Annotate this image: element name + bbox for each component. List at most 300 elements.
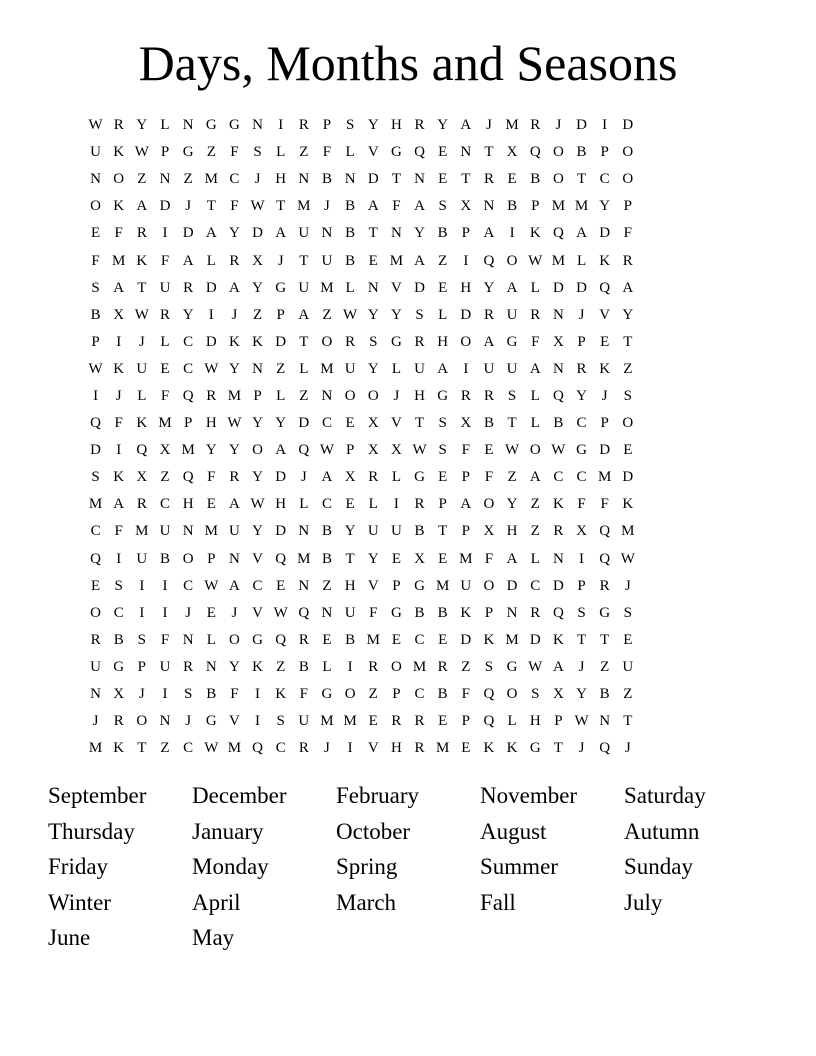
grid-letter: J (324, 740, 330, 757)
grid-row (84, 708, 732, 735)
grid-row (84, 600, 732, 627)
grid-letter: U (136, 360, 148, 377)
grid-letter: N (414, 171, 425, 188)
grid-row (84, 139, 732, 166)
grid-letter: D (159, 198, 171, 215)
grid-letter: N (367, 279, 379, 296)
grid-letter: O (228, 631, 240, 648)
grid-letter: N (552, 550, 564, 567)
grid-letter: Q (90, 415, 101, 432)
grid-letter: F (230, 144, 239, 161)
grid-letter: F (114, 415, 123, 432)
grid-letter: L (137, 387, 147, 404)
grid-letter: X (506, 144, 518, 161)
grid-letter: Y (228, 658, 240, 675)
grid-letter: Q (275, 550, 287, 567)
grid-letter: R (298, 117, 309, 134)
grid-letter: L (276, 387, 286, 404)
grid-letter: F (484, 550, 494, 567)
grid-letter: A (460, 117, 472, 134)
grid-letter: M (597, 469, 612, 486)
grid-letter: L (345, 144, 355, 161)
grid-letter: N (321, 604, 333, 621)
grid-letter: G (321, 686, 333, 703)
grid-letter: Q (599, 550, 611, 567)
grid-letter: U (298, 225, 310, 242)
grid-letter: A (483, 333, 495, 350)
grid-letter: D (552, 577, 564, 594)
grid-letter: J (624, 577, 631, 594)
grid-letter: R (183, 279, 194, 296)
grid-letter: D (599, 442, 611, 459)
grid-letter: K (228, 333, 240, 350)
grid-letter: J (185, 713, 192, 730)
grid-letter: I (139, 577, 145, 594)
grid-letter: Z (322, 306, 332, 323)
grid-letter: C (90, 523, 101, 540)
grid-letter: M (227, 387, 242, 404)
grid-letter: N (298, 523, 310, 540)
grid-letter: T (507, 415, 517, 432)
grid-letter: L (438, 306, 448, 323)
grid-letter: I (116, 333, 122, 350)
grid-letter: B (599, 686, 610, 703)
grid-letter: J (231, 604, 238, 621)
grid-letter: Y (483, 279, 495, 296)
grid-letter: L (206, 252, 216, 269)
grid-letter: Z (530, 523, 540, 540)
grid-letter: Z (623, 686, 633, 703)
grid-letter: N (321, 387, 333, 404)
grid-letter: Y (576, 387, 587, 404)
grid-letter: R (90, 631, 101, 648)
grid-letter: V (599, 306, 611, 323)
grid-letter: T (461, 171, 471, 188)
grid-letter: Z (507, 469, 517, 486)
grid-letter: E (438, 469, 448, 486)
grid-letter: T (484, 144, 494, 161)
word-list-item: November (480, 783, 578, 808)
word-list-item: Fall (480, 889, 516, 915)
grid-letter: P (554, 713, 563, 730)
grid-letter: A (529, 469, 541, 486)
grid-letter: B (321, 171, 332, 188)
grid-row (84, 627, 732, 654)
grid-letter: C (599, 171, 610, 188)
grid-letter: D (576, 117, 587, 134)
grid-letter: N (506, 604, 518, 621)
grid-letter: Z (299, 387, 309, 404)
grid-letter: P (207, 550, 216, 567)
grid-letter: N (159, 713, 171, 730)
grid-letter: F (230, 686, 239, 703)
grid-letter: D (205, 333, 217, 350)
grid-letter: M (297, 550, 311, 567)
grid-letter: Y (252, 469, 263, 486)
grid-letter: C (321, 415, 332, 432)
grid-letter: Z (368, 686, 378, 703)
grid-letter: B (437, 604, 448, 621)
grid-letter: C (183, 577, 194, 594)
grid-letter: A (622, 279, 634, 296)
grid-letter: E (90, 577, 101, 594)
grid-letter: D (275, 333, 287, 350)
grid-letter: L (530, 279, 540, 296)
grid-letter: V (390, 415, 402, 432)
grid-letter: C (576, 415, 587, 432)
grid-letter: M (621, 523, 635, 540)
grid-letter: R (298, 631, 309, 648)
word-list-item: March (336, 889, 397, 915)
grid-letter: M (88, 496, 103, 513)
grid-letter: U (344, 360, 356, 377)
grid-letter: G (252, 631, 263, 648)
grid-letter: M (551, 198, 566, 215)
grid-letter: B (113, 631, 124, 648)
grid-row (84, 410, 732, 437)
grid-letter: K (136, 252, 148, 269)
grid-letter: O (90, 604, 101, 621)
grid-letter: K (252, 333, 263, 350)
grid-letter: O (252, 442, 263, 459)
grid-letter: B (345, 225, 356, 242)
grid-letter: N (252, 117, 263, 134)
grid-letter: I (255, 713, 261, 730)
grid-letter: A (414, 252, 425, 269)
grid-letter: N (228, 550, 240, 567)
grid-letter: I (347, 658, 353, 675)
grid-letter: Y (344, 523, 356, 540)
grid-letter: W (574, 713, 589, 730)
grid-letter: W (250, 198, 265, 215)
grid-letter: N (182, 117, 194, 134)
grid-letter: S (623, 604, 632, 621)
grid-letter: K (599, 360, 611, 377)
grid-letter: N (390, 225, 402, 242)
grid-letter: M (366, 631, 380, 648)
grid-letter: C (159, 496, 170, 513)
grid-letter: E (206, 496, 216, 513)
grid-letter: J (324, 198, 330, 215)
grid-letter: J (115, 387, 122, 404)
word-list-item: Spring (336, 854, 398, 879)
grid-letter: O (529, 442, 541, 459)
grid-letter: S (114, 577, 123, 594)
grid-letter: N (90, 171, 101, 188)
word-list-item: January (192, 818, 264, 844)
grid-letter: S (415, 306, 424, 323)
grid-letter: Y (252, 415, 263, 432)
grid-letter: W (204, 740, 219, 757)
grid-letter: T (438, 523, 448, 540)
grid-letter: D (205, 279, 217, 296)
word-list-item: July (624, 889, 663, 915)
grid-letter: R (183, 658, 194, 675)
grid-letter: Q (552, 604, 564, 621)
word-list-item: Summer (480, 854, 558, 879)
grid-letter: U (159, 658, 171, 675)
grid-letter: W (88, 360, 103, 377)
grid-letter: P (322, 117, 332, 134)
grid-letter: M (181, 442, 195, 459)
grid-letter: T (345, 550, 355, 567)
grid-letter: F (623, 225, 632, 242)
grid-letter: Y (367, 550, 379, 567)
grid-letter: N (182, 631, 194, 648)
grid-letter: U (298, 279, 310, 296)
grid-letter: X (136, 469, 148, 486)
word-list-item: September (48, 783, 147, 808)
grid-letter: I (208, 306, 214, 323)
grid-letter: R (530, 117, 541, 134)
grid-letter: Q (90, 550, 101, 567)
grid-letter: Y (506, 496, 518, 513)
grid-letter: U (390, 523, 402, 540)
grid-letter: J (624, 740, 631, 757)
grid-letter: O (182, 550, 194, 567)
grid-letter: C (252, 577, 263, 594)
grid-letter: Z (299, 144, 309, 161)
grid-letter: U (159, 279, 171, 296)
word-list (48, 780, 768, 958)
grid-letter: K (113, 740, 125, 757)
grid-letter: J (138, 686, 145, 703)
grid-letter: Y (390, 306, 402, 323)
grid-row (84, 193, 732, 220)
grid-letter: Y (599, 198, 611, 215)
grid-row (84, 573, 732, 600)
grid-letter: A (506, 550, 518, 567)
grid-letter: B (414, 604, 425, 621)
grid-letter: J (277, 252, 284, 269)
grid-letter: K (622, 496, 634, 513)
grid-letter: B (530, 171, 541, 188)
grid-letter: G (228, 117, 240, 134)
grid-letter: X (414, 550, 425, 567)
grid-letter: F (369, 604, 378, 621)
grid-letter: X (159, 442, 171, 459)
word-list-item: December (192, 783, 287, 808)
grid-letter: J (185, 604, 192, 621)
grid-letter: Q (483, 713, 495, 730)
word-list-item: October (336, 818, 411, 844)
grid-letter: M (389, 252, 404, 269)
grid-letter: B (298, 658, 309, 675)
grid-letter: H (460, 279, 472, 296)
grid-letter: D (252, 225, 263, 242)
grid-letter: E (160, 360, 170, 377)
grid-letter: M (204, 523, 218, 540)
grid-letter: Y (367, 360, 379, 377)
grid-letter: F (600, 496, 609, 513)
grid-letter: N (252, 360, 263, 377)
grid-letter: S (91, 469, 100, 486)
grid-letter: E (345, 496, 355, 513)
grid-letter: R (136, 496, 147, 513)
grid-letter: U (298, 713, 310, 730)
grid-letter: E (368, 713, 378, 730)
grid-letter: E (438, 713, 448, 730)
grid-letter: S (438, 442, 447, 459)
grid-letter: I (602, 117, 608, 134)
grid-letter: A (437, 360, 449, 377)
grid-letter: P (345, 442, 355, 459)
grid-letter: I (278, 117, 284, 134)
grid-letter: W (551, 442, 566, 459)
grid-letter: R (622, 252, 633, 269)
grid-letter: E (438, 631, 448, 648)
grid-letter: P (392, 577, 401, 594)
grid-row (84, 546, 732, 573)
grid-letter: T (137, 740, 147, 757)
grid-letter: P (461, 225, 470, 242)
grid-letter: D (552, 279, 564, 296)
grid-letter: G (205, 713, 217, 730)
grid-letter: I (393, 496, 399, 513)
grid-letter: Q (414, 144, 425, 161)
grid-letter: Y (252, 279, 263, 296)
grid-letter: J (254, 171, 261, 188)
word-list-item: February (336, 783, 420, 808)
grid-letter: J (486, 117, 492, 134)
grid-letter: I (255, 686, 261, 703)
grid-letter: H (344, 577, 356, 594)
grid-letter: U (90, 144, 101, 161)
grid-row (84, 518, 732, 545)
grid-letter: X (252, 252, 263, 269)
grid-letter: F (461, 686, 470, 703)
grid-letter: H (275, 496, 287, 513)
grid-letter: K (113, 469, 125, 486)
grid-letter: O (506, 252, 518, 269)
grid-letter: W (134, 144, 149, 161)
grid-letter: A (552, 658, 564, 675)
grid-letter: J (185, 198, 192, 215)
grid-letter: Z (322, 577, 332, 594)
grid-row (84, 356, 732, 383)
grid-letter: Y (182, 306, 194, 323)
grid-letter: C (576, 469, 587, 486)
grid-letter: E (438, 171, 448, 188)
grid-letter: P (600, 144, 609, 161)
grid-letter: Q (182, 387, 194, 404)
grid-letter: W (204, 577, 219, 594)
grid-letter: B (321, 550, 332, 567)
grid-letter: N (321, 225, 333, 242)
grid-letter: Q (182, 469, 194, 486)
grid-letter: Q (483, 252, 495, 269)
grid-letter: R (368, 469, 379, 486)
grid-letter: A (228, 577, 240, 594)
letter-grid (84, 112, 732, 762)
grid-letter: O (622, 171, 634, 188)
grid-letter: F (484, 469, 494, 486)
grid-letter: K (275, 686, 287, 703)
grid-letter: S (484, 658, 494, 675)
grid-letter: U (136, 550, 148, 567)
grid-letter: X (576, 523, 587, 540)
grid-row (84, 166, 732, 193)
grid-letter: G (205, 117, 217, 134)
grid-letter: F (322, 144, 332, 161)
grid-letter: L (322, 658, 332, 675)
grid-letter: C (321, 496, 332, 513)
grid-row (84, 112, 732, 139)
grid-letter: E (345, 415, 355, 432)
grid-letter: E (391, 550, 401, 567)
grid-letter: E (391, 631, 401, 648)
grid-letter: K (483, 740, 495, 757)
grid-letter: A (321, 469, 333, 486)
grid-letter: T (276, 198, 286, 215)
grid-letter: L (530, 415, 540, 432)
grid-letter: J (555, 117, 562, 134)
grid-letter: A (506, 279, 518, 296)
grid-letter: M (227, 740, 242, 757)
grid-letter: O (552, 144, 564, 161)
grid-letter: G (275, 279, 287, 296)
grid-letter: L (299, 496, 309, 513)
grid-letter: H (529, 713, 541, 730)
grid-letter: I (116, 442, 122, 459)
grid-letter: L (206, 631, 216, 648)
grid-letter: F (299, 686, 308, 703)
word-list-item: May (192, 925, 235, 950)
grid-letter: Y (622, 306, 634, 323)
grid-letter: Z (160, 469, 170, 486)
grid-row (84, 464, 732, 491)
grid-letter: E (438, 279, 448, 296)
grid-letter: A (483, 225, 495, 242)
grid-letter: M (297, 198, 311, 215)
grid-letter: K (599, 252, 611, 269)
grid-letter: W (620, 550, 635, 567)
grid-letter: E (90, 225, 101, 242)
word-list-item: June (48, 925, 91, 950)
grid-letter: R (113, 713, 124, 730)
grid-letter: T (299, 333, 309, 350)
grid-letter: R (414, 740, 425, 757)
grid-letter: U (414, 360, 425, 377)
grid-letter: Z (276, 360, 286, 377)
grid-letter: M (343, 713, 357, 730)
grid-letter: G (437, 387, 449, 404)
grid-letter: R (414, 333, 425, 350)
grid-letter: U (228, 523, 240, 540)
grid-row (84, 329, 732, 356)
grid-letter: P (137, 658, 147, 675)
grid-letter: Q (599, 523, 611, 540)
word-list-item: April (192, 889, 241, 915)
grid-letter: M (436, 740, 450, 757)
grid-letter: Z (252, 306, 263, 323)
grid-letter: F (461, 442, 470, 459)
grid-letter: A (298, 306, 310, 323)
grid-letter: U (460, 577, 472, 594)
word-list-item: Sunday (624, 854, 693, 879)
grid-letter: L (530, 550, 540, 567)
grid-letter: U (506, 360, 518, 377)
grid-letter: A (205, 225, 217, 242)
grid-letter: I (162, 686, 168, 703)
grid-letter: W (227, 415, 242, 432)
grid-letter: P (577, 333, 586, 350)
grid-letter: L (368, 496, 378, 513)
grid-letter: D (506, 577, 518, 594)
grid-letter: L (345, 279, 355, 296)
grid-letter: M (505, 631, 519, 648)
grid-letter: K (252, 658, 263, 675)
